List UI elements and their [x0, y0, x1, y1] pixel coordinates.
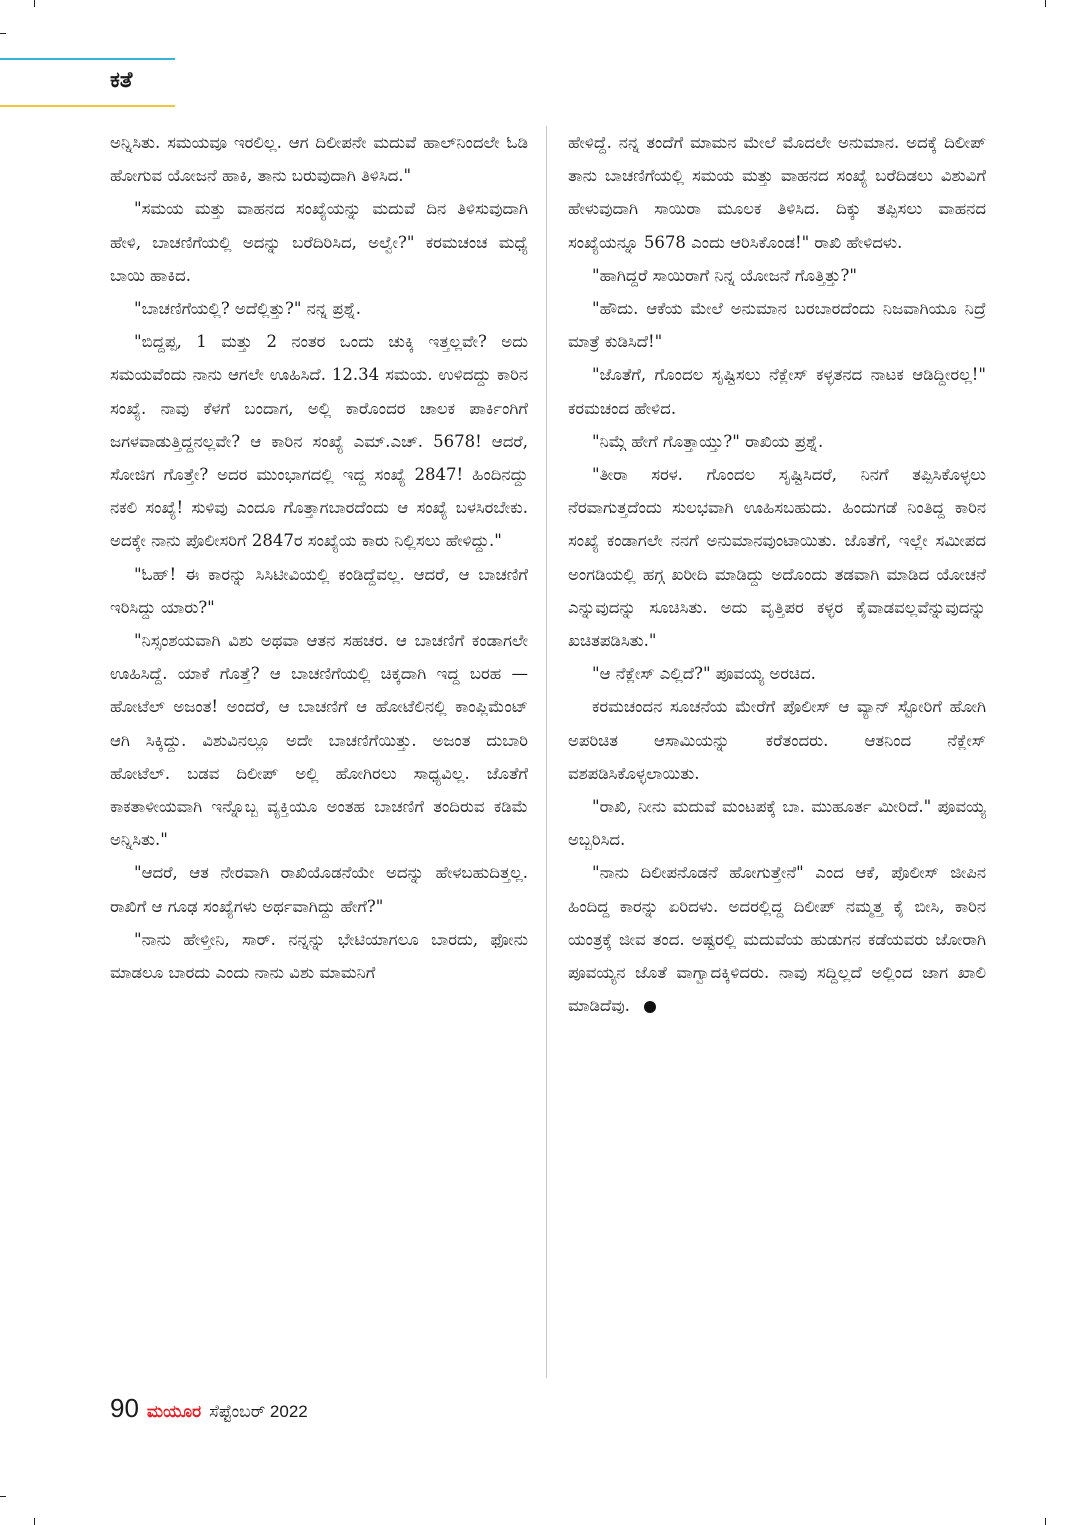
column-divider: [546, 126, 547, 1378]
issue-date: ಸೆಪ್ಟೆಂಬರ್ 2022: [209, 1402, 308, 1421]
paragraph: "ಆದರೆ, ಆತ ನೇರವಾಗಿ ರಾಖಿಯೊಡನೆಯೇ ಅದನ್ನು ಹೇಳಬಹುದಿತ್ತಲ್ಲ. ರಾಖಿಗೆ ಆ ಗೂಢ ಸಂಖ್ಯೆಗಳು ಅರ್ಥವಾಗಿದ್ದು ಹೇಗೆ?": [110, 863, 528, 916]
paragraph-final-text: "ನಾನು ದಿಲೀಪನೊಡನೆ ಹೋಗುತ್ತೇನೆ" ಎಂದ ಆಕೆ, ಪೊಲೀಸ್ ಜೀಪಿನ ಹಿಂದಿದ್ದ ಕಾರನ್ನು ಏರಿದಳು. ಅದರಲ್ಲಿದ್ದ ದಿಲೀಪ್ ನಮ್ಮತ್ತ ಕೈ ಬೀಸಿ, ಕಾರಿನ ಯಂತ್ರಕ್ಕೆ ಜೀವ ತಂದ. ಅಷ್ಟರಲ್ಲಿ ಮದುವೆಯ ಹುಡುಗನ ಕಡೆಯವರು ಜೋರಾಗಿ ಪೂವಯ್ಯನ ಜೊತೆ ವಾಗ್ವಾದಕ್ಕಿಳಿದರು. ನಾವು ಸದ್ದಿಲ್ಲದೆ ಅಲ್ಲಿಂದ ಜಾಗ ಖಾಲಿ ಮಾಡಿದೆವು.: [568, 863, 986, 1016]
paragraph: "ನಿಮ್ಗೆ ಹೇಗೆ ಗೊತ್ತಾಯ್ತು?" ರಾಖಿಯ ಪ್ರಶ್ನೆ.: [592, 431, 824, 451]
paragraph-final: [568, 856, 986, 1022]
paragraph: "ಆ ನೆಕ್ಲೇಸ್ ಎಲ್ಲಿದೆ?" ಪೂವಯ್ಯ ಅರಚಿದ.: [592, 664, 816, 684]
page-number: 90: [110, 1393, 139, 1423]
magazine-logo: ಮಯೂರ: [146, 1402, 202, 1421]
paragraph: "ರಾಖಿ, ನೀನು ಮದುವೆ ಮಂಟಪಕ್ಕೆ ಬಾ. ಮುಹೂರ್ತ ಮೀರಿದೆ." ಪೂವಯ್ಯ ಅಬ್ಬರಿಸಿದ.: [568, 797, 986, 850]
paragraph: "ತೀರಾ ಸರಳ. ಗೊಂದಲ ಸೃಷ್ಟಿಸಿದರೆ, ನಿನಗೆ ತಪ್ಪಿಸಿಕೊಳ್ಳಲು ನೆರವಾಗುತ್ತದೆಂದು ಸುಲಭವಾಗಿ ಊಹಿಸಬಹುದು. ಹಿಂದುಗಡೆ ನಿಂತಿದ್ದ ಕಾರಿನ ಸಂಖ್ಯೆ ಕಂಡಾಗಲೇ ನನಗೆ ಅನುಮಾನವುಂಟಾಯಿತು. ಜೊತೆಗೆ, ಇಲ್ಲೇ ಸಮೀಪದ ಅಂಗಡಿಯಲ್ಲಿ ಹಗ್ಗ ಖರೀದಿ ಮಾಡಿದ್ದು ಅದೊಂದು ತಡವಾಗಿ ಮಾಡಿದ ಯೋಚನೆ ಎನ್ನುವುದನ್ನು ಸೂಚಿಸಿತು. ಅದು ವೃತ್ತಿಪರ ಕಳ್ಳರ ಕೈವಾಡವಲ್ಲವೆನ್ನುವುದನ್ನು ಖಚಿತಪಡಿಸಿತು.": [568, 465, 986, 651]
paragraph: "ಜೊತೆಗೆ, ಗೊಂದಲ ಸೃಷ್ಟಿಸಲು ನೆಕ್ಲೇಸ್ ಕಳ್ಳತನದ ನಾಟಕ ಆಡಿದ್ದೀರಲ್ಲ!" ಕರಮಚಂದ ಹೇಳಿದ.: [568, 365, 986, 418]
section-label: ಕತೆ: [110, 68, 133, 93]
paragraph: "ನಿಸ್ಸಂಶಯವಾಗಿ ವಿಶು ಅಥವಾ ಆತನ ಸಹಚರ. ಆ ಬಾಚಣಿಗೆ ಕಂಡಾಗಲೇ ಊಹಿಸಿದ್ದೆ. ಯಾಕೆ ಗೊತ್ತೆ? ಆ ಬಾಚಣಿಗೆಯಲ್ಲಿ ಚಿಕ್ಕದಾಗಿ ಇದ್ದ ಬರಹ —ಹೋಟೆಲ್ ಅಜಂತ! ಅಂದರೆ, ಆ ಬಾಚಣಿಗೆ ಆ ಹೋಟೆಲಿನಲ್ಲಿ ಕಾಂಪ್ಲಿಮೆಂಟ್ ಆಗಿ ಸಿಕ್ಕಿದ್ದು. ವಿಶುವಿನಲ್ಲೂ ಅದೇ ಬಾಚಣಿಗೆಯಿತ್ತು. ಅಜಂತ ದುಬಾರಿ ಹೋಟೆಲ್. ಬಡವ ದಿಲೀಪ್ ಅಲ್ಲಿ ಹೋಗಿರಲು ಸಾಧ್ಯವಿಲ್ಲ. ಜೊತೆಗೆ ಕಾಕತಾಳೀಯವಾಗಿ ಇನ್ನೊಬ್ಬ ವ್ಯಕ್ತಿಯೂ ಅಂತಹ ಬಾಚಣಿಗೆ ತಂದಿರುವ ಕಡಿಮೆ ಅನ್ನಿಸಿತು.": [110, 631, 528, 850]
paragraph: "ಸಮಯ ಮತ್ತು ವಾಹನದ ಸಂಖ್ಯೆಯನ್ನು ಮದುವೆ ದಿನ ತಿಳಿಸುವುದಾಗಿ ಹೇಳಿ, ಬಾಚಣಿಗೆಯಲ್ಲಿ ಅದನ್ನು ಬರೆದಿರಿಸಿದ, ಅಲ್ವೇ?" ಕರಮಚಂಚ ಮಧ್ಯೆ ಬಾಯಿ ಹಾಕಿದ.: [110, 199, 528, 285]
crop-mark-top-left: [34, 0, 35, 7]
paragraph: "ಹಾಗಿದ್ದರೆ ಸಾಯಿರಾಗೆ ನಿನ್ನ ಯೋಜನೆ ಗೊತ್ತಿತ್ತು?": [592, 265, 857, 285]
crop-mark-left-upper: [0, 33, 6, 34]
article-column-left: [110, 126, 528, 1378]
section-rule-top: [0, 58, 175, 60]
story-end-bullet-icon: [644, 1001, 656, 1013]
paragraph: "ಬಾಚಣಿಗೆಯಲ್ಲಿ? ಅದೆಲ್ಲಿತ್ತು?" ನನ್ನ ಪ್ರಶ್ನೆ.: [134, 299, 361, 319]
paragraph: "ಓಹ್! ಈ ಕಾರನ್ನು ಸಿಸಿಟೀವಿಯಲ್ಲಿ ಕಂಡಿದ್ದೆವಲ್ಲ. ಆದರೆ, ಆ ಬಾಚಣಿಗೆ ಇರಿಸಿದ್ದು ಯಾರು?": [110, 564, 528, 617]
section-rule-bottom: [0, 105, 175, 107]
article-column-right: [568, 126, 986, 1378]
paragraph: "ಹೌದು. ಆಕೆಯ ಮೇಲೆ ಅನುಮಾನ ಬರಬಾರದೆಂದು ನಿಜವಾಗಿಯೂ ನಿದ್ರೆ ಮಾತ್ರೆ ಕುಡಿಸಿದೆ!": [568, 299, 986, 352]
paragraph: "ಬಿದ್ದಪ್ಪ, 1 ಮತ್ತು 2 ನಂತರ ಒಂದು ಚುಕ್ಕಿ ಇತ್ತಲ್ಲವೇ? ಅದು ಸಮಯವೆಂದು ನಾನು ಆಗಲೇ ಊಹಿಸಿದೆ. 12.34 ಸಮಯ. ಉಳಿದದ್ದು ಕಾರಿನ ಸಂಖ್ಯೆ. ನಾವು ಕೆಳಗೆ ಬಂದಾಗ, ಅಲ್ಲಿ ಕಾರೊಂದರ ಚಾಲಕ ಪಾರ್ಕಿಂಗಿಗೆ ಜಗಳವಾಡುತ್ತಿದ್ದನಲ್ಲವೇ? ಆ ಕಾರಿನ ಸಂಖ್ಯೆ ಎಮ್.ಎಚ್. 5678! ಆದರೆ, ಸೋಜಿಗ ಗೊತ್ತೇ? ಅದರ ಮುಂಭಾಗದಲ್ಲಿ ಇದ್ದ ಸಂಖ್ಯೆ 2847! ಹಿಂದಿನದ್ದು ನಕಲಿ ಸಂಖ್ಯೆ! ಸುಳಿವು ಎಂದೂ ಗೊತ್ತಾಗಬಾರದೆಂದು ಆ ಸಂಖ್ಯೆ ಬಳಸಿರಬೇಕು. ಅದಕ್ಕೇ ನಾನು ಪೊಲೀಸರಿಗೆ 2847ರ ಸಂಖ್ಯೆಯ ಕಾರು ನಿಲ್ಲಿಸಲು ಹೇಳಿದ್ದು.": [110, 332, 528, 551]
crop-mark-bottom-left: [34, 1518, 35, 1525]
crop-mark-top-right: [1045, 0, 1046, 7]
paragraph: ಅನ್ನಿಸಿತು. ಸಮಯವೂ ಇರಲಿಲ್ಲ. ಆಗ ದಿಲೀಪನೇ ಮದುವೆ ಹಾಲ್‌ನಿಂದಲೇ ಓಡಿ ಹೋಗುವ ಯೋಜನೆ ಹಾಕಿ, ತಾನು ಬರುವುದಾಗಿ ತಿಳಿಸಿದ.": [110, 133, 528, 186]
crop-mark-bottom-right: [1045, 1518, 1046, 1525]
page-footer: [110, 1393, 308, 1424]
crop-mark-left-lower: [0, 1496, 6, 1497]
paragraph: "ನಾನು ಹೇಳ್ತೀನಿ, ಸಾರ್. ನನ್ನನ್ನು ಭೇಟಿಯಾಗಲೂ ಬಾರದು, ಫೋನು ಮಾಡಲೂ ಬಾರದು ಎಂದು ನಾನು ವಿಶು ಮಾಮನಿಗೆ: [110, 929, 528, 983]
paragraph: ಹೇಳಿದ್ದೆ. ನನ್ನ ತಂದೆಗೆ ಮಾಮನ ಮೇಲೆ ಮೊದಲೇ ಅನುಮಾನ. ಅದಕ್ಕೆ ದಿಲೀಪ್ ತಾನು ಬಾಚಣಿಗೆಯಲ್ಲಿ ಸಮಯ ಮತ್ತು ವಾಹನದ ಸಂಖ್ಯೆ ಬರೆದಿಡಲು ವಿಶುವಿಗೆ ಹೇಳುವುದಾಗಿ ಸಾಯಿರಾ ಮೂಲಕ ತಿಳಿಸಿದ. ದಿಕ್ಕು ತಪ್ಪಿಸಲು ವಾಹನದ ಸಂಖ್ಯೆಯನ್ನೂ 5678 ಎಂದು ಆರಿಸಿಕೊಂಡ!" ರಾಖಿ ಹೇಳಿದಳು.: [568, 133, 986, 252]
paragraph: ಕರಮಚಂದನ ಸೂಚನೆಯ ಮೇರೆಗೆ ಪೊಲೀಸ್ ಆ ವ್ಯಾನ್ ಸ್ಟೋರಿಗೆ ಹೋಗಿ ಅಪರಿಚಿತ ಆಸಾಮಿಯನ್ನು ಕರೆತಂದರು. ಆತನಿಂದ ನೆಕ್ಲೇಸ್ ವಶಪಡಿಸಿಕೊಳ್ಳಲಾಯಿತು.: [568, 697, 986, 783]
